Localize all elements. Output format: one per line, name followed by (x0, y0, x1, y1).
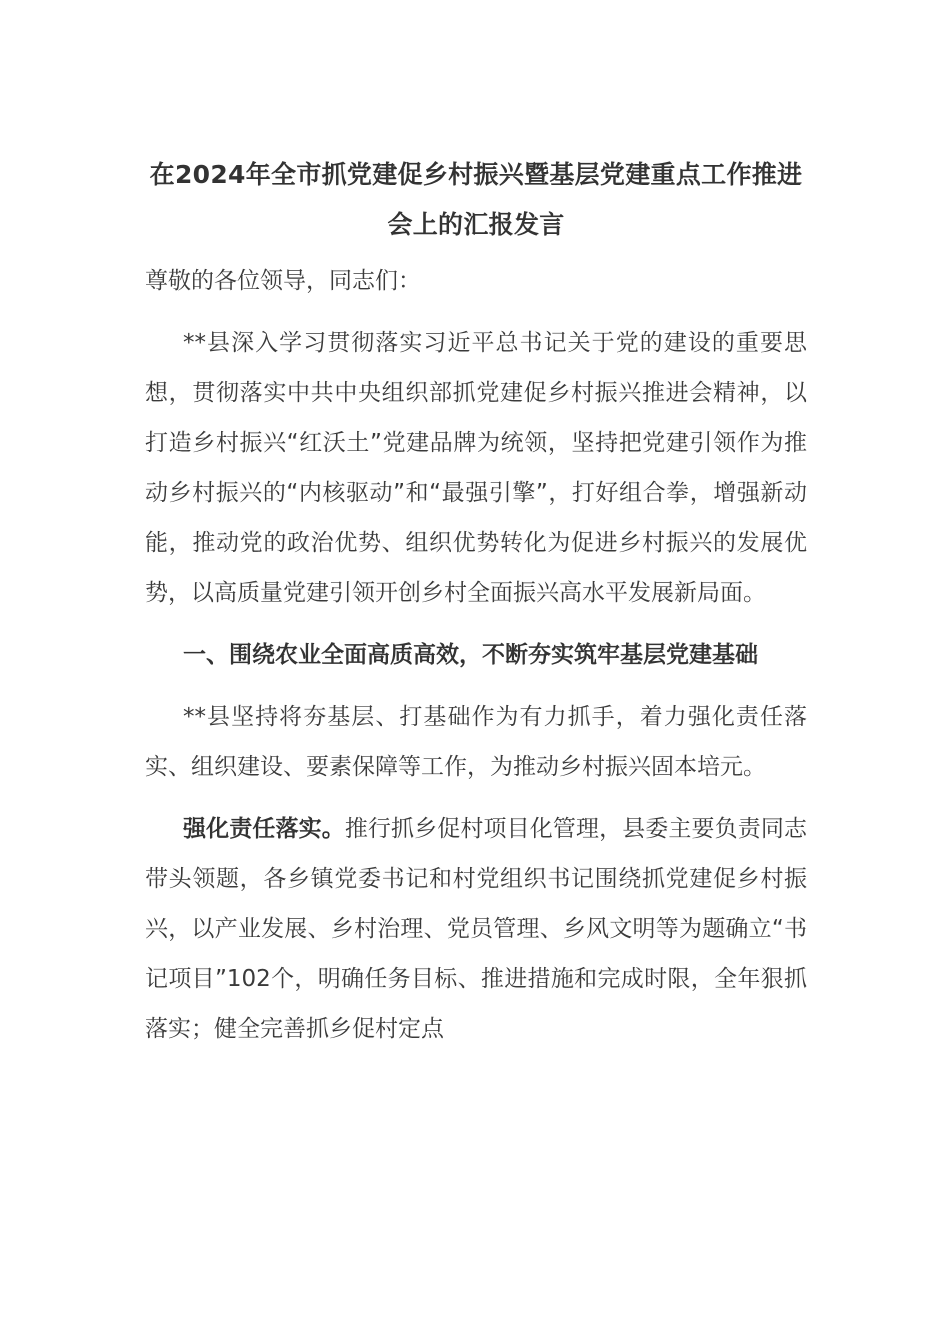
item-body-text: 推行抓乡促村项目化管理，县委主要负责同志带头领题，各乡镇党委书记和村党组织书记围绕抓党建促乡村振兴，以产业发展、乡村治理、党员管理、乡风文明等为题确立“书记项目”102个，明确任务目标、推进措施和完成时限，全年狠抓落实；健全完善抓乡促村定点 (145, 816, 808, 1042)
document-title: 在2024年全市抓党建促乡村振兴暨基层党建重点工作推进会上的汇报发言 (149, 160, 803, 239)
section-heading-1: 一、围绕农业全面高质高效，不断夯实筑牢基层党建基础 (183, 642, 758, 668)
opening-paragraph: **县深入学习贯彻落实习近平总书记关于党的建设的重要思想，贯彻落实中共中央组织部抓党建促乡村振兴推进会精神，以打造乡村振兴“红沃土”党建品牌为统领，坚持把党建引领作为推动乡村振兴的“内核驱动”和“最强引擎”，打好组合拳，增强新动能，推动党的政治优势、组织优势转化为促进乡村振兴的发展优势，以高质量党建引领开创乡村全面振兴高水平发展新局面。 (145, 330, 807, 606)
section-1-item-1 (145, 804, 807, 1054)
item-lead-text: 强化责任落实。 (183, 816, 345, 842)
section-1-intro: **县坚持将夯基层、打基础作为有力抓手，着力强化责任落实、组织建设、要素保障等工作，为推动乡村振兴固本培元。 (145, 704, 807, 780)
document-page (145, 150, 807, 1054)
salutation: 尊敬的各位领导，同志们： (145, 268, 421, 294)
